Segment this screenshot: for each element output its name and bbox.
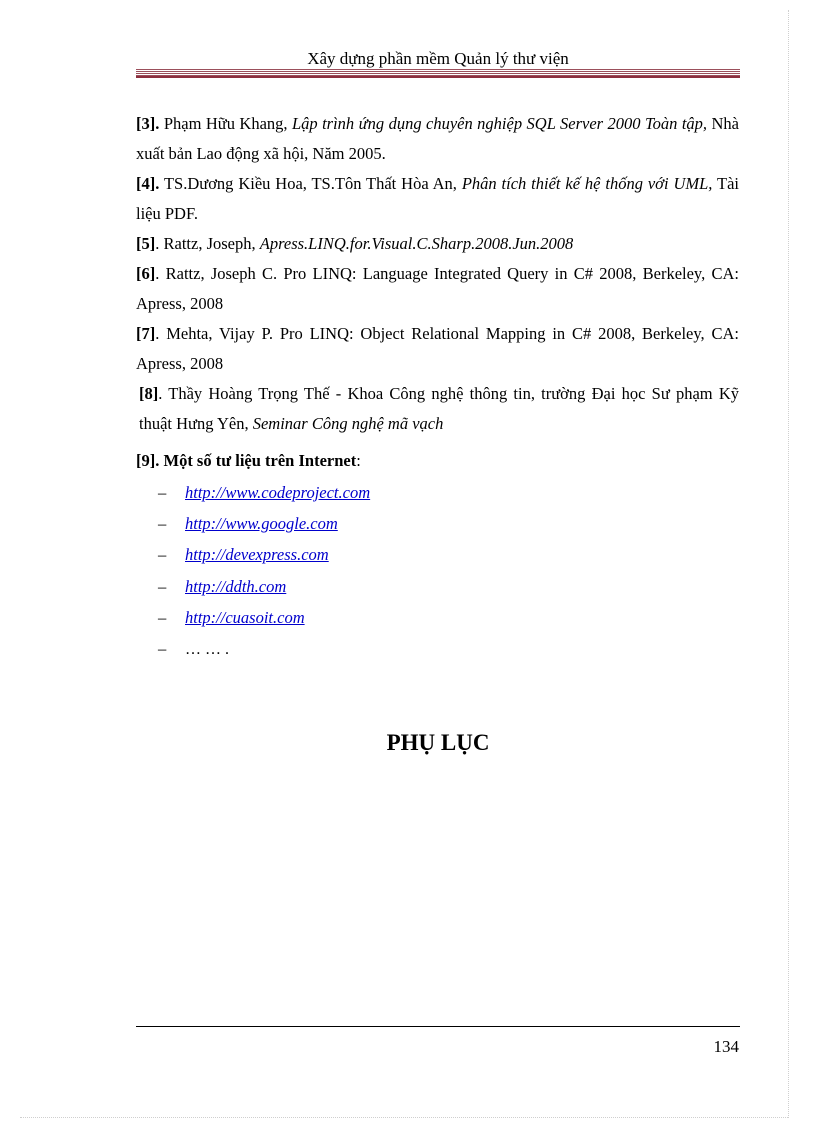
- reference-text: . Rattz, Joseph C. Pro LINQ: Language Integrated Query in C# 2008, Berkeley, CA: Apress, 2008: [136, 264, 739, 313]
- page-border-right: [788, 10, 789, 1118]
- reference-number: [8]: [139, 384, 159, 403]
- list-item: [158, 508, 370, 539]
- header-rule: [136, 69, 740, 76]
- link-cuasoit[interactable]: http://cuasoit.com: [185, 607, 305, 627]
- reference-text: . Thầy Hoàng Trọng Thế - Khoa Công nghệ thông tin, trường Đại học Sư phạm Kỹ thuật Hưng Yên,: [139, 384, 739, 433]
- reference-number: [6]: [136, 264, 156, 283]
- internet-heading-text: [9]. Một số tư liệu trên Internet: [136, 451, 357, 470]
- dash-bullet: –: [158, 576, 167, 596]
- reference-publisher: Tài liệu PDF.: [136, 174, 739, 223]
- reference-list: [136, 109, 739, 439]
- header-title: Xây dựng phần mềm Quản lý thư viện: [307, 49, 569, 68]
- reference-text: . Rattz, Joseph,: [155, 234, 260, 253]
- link-devexpress[interactable]: http://devexpress.com: [185, 545, 329, 565]
- reference-number: [3].: [136, 114, 160, 133]
- page-number: 134: [713, 1037, 739, 1056]
- list-item: [158, 633, 370, 664]
- reference-item: [136, 259, 739, 319]
- dash-bullet: –: [158, 607, 167, 627]
- internet-heading: [136, 446, 361, 476]
- link-ddth[interactable]: http://ddth.com: [185, 576, 287, 596]
- reference-number: [7]: [136, 324, 156, 343]
- reference-text: . Mehta, Vijay P. Pro LINQ: Object Relational Mapping in C# 2008, Berkeley, CA: Apress, 2008: [136, 324, 739, 373]
- appendix-title: PHỤ LỤC: [386, 730, 490, 755]
- footer-rule: [136, 1026, 740, 1027]
- dash-bullet: –: [158, 514, 167, 534]
- reference-title: Phân tích thiết kế hệ thống với UML,: [461, 174, 713, 193]
- list-item: [158, 477, 370, 508]
- page-border-bottom: [20, 1117, 788, 1118]
- reference-title: Apress.LINQ.for.Visual.C.Sharp.2008.Jun.2008: [259, 234, 574, 253]
- reference-publisher: Nhà xuất bản Lao động xã hội, Năm 2005.: [136, 114, 739, 163]
- internet-link-list: [158, 477, 370, 664]
- dash-bullet: –: [158, 545, 167, 565]
- link-codeproject[interactable]: http://www.codeproject.com: [185, 483, 371, 502]
- dash-bullet: –: [158, 483, 167, 502]
- header-rule-thick: [136, 76, 740, 78]
- reference-text: TS.Dương Kiều Hoa, TS.Tôn Thất Hòa An,: [159, 174, 462, 193]
- list-item: [158, 539, 370, 570]
- reference-item: [136, 319, 739, 379]
- reference-title: Seminar Công nghệ mã vạch: [252, 414, 444, 433]
- list-item: [158, 602, 370, 633]
- reference-number: [4].: [136, 174, 160, 193]
- dash-bullet: –: [158, 638, 167, 658]
- link-google[interactable]: http://www.google.com: [185, 514, 338, 534]
- reference-number: [5]: [136, 234, 156, 253]
- reference-item: [136, 229, 739, 259]
- reference-item: [136, 109, 739, 169]
- reference-title: Lập trình ứng dụng chuyên nghiệp SQL Server 2000 Toàn tập,: [291, 114, 708, 133]
- reference-item: [136, 169, 739, 229]
- reference-text: Phạm Hữu Khang,: [159, 114, 292, 133]
- ellipsis-text: … … .: [185, 640, 229, 658]
- list-item: [158, 571, 370, 602]
- internet-heading-colon: :: [356, 451, 361, 470]
- reference-item: [136, 379, 739, 439]
